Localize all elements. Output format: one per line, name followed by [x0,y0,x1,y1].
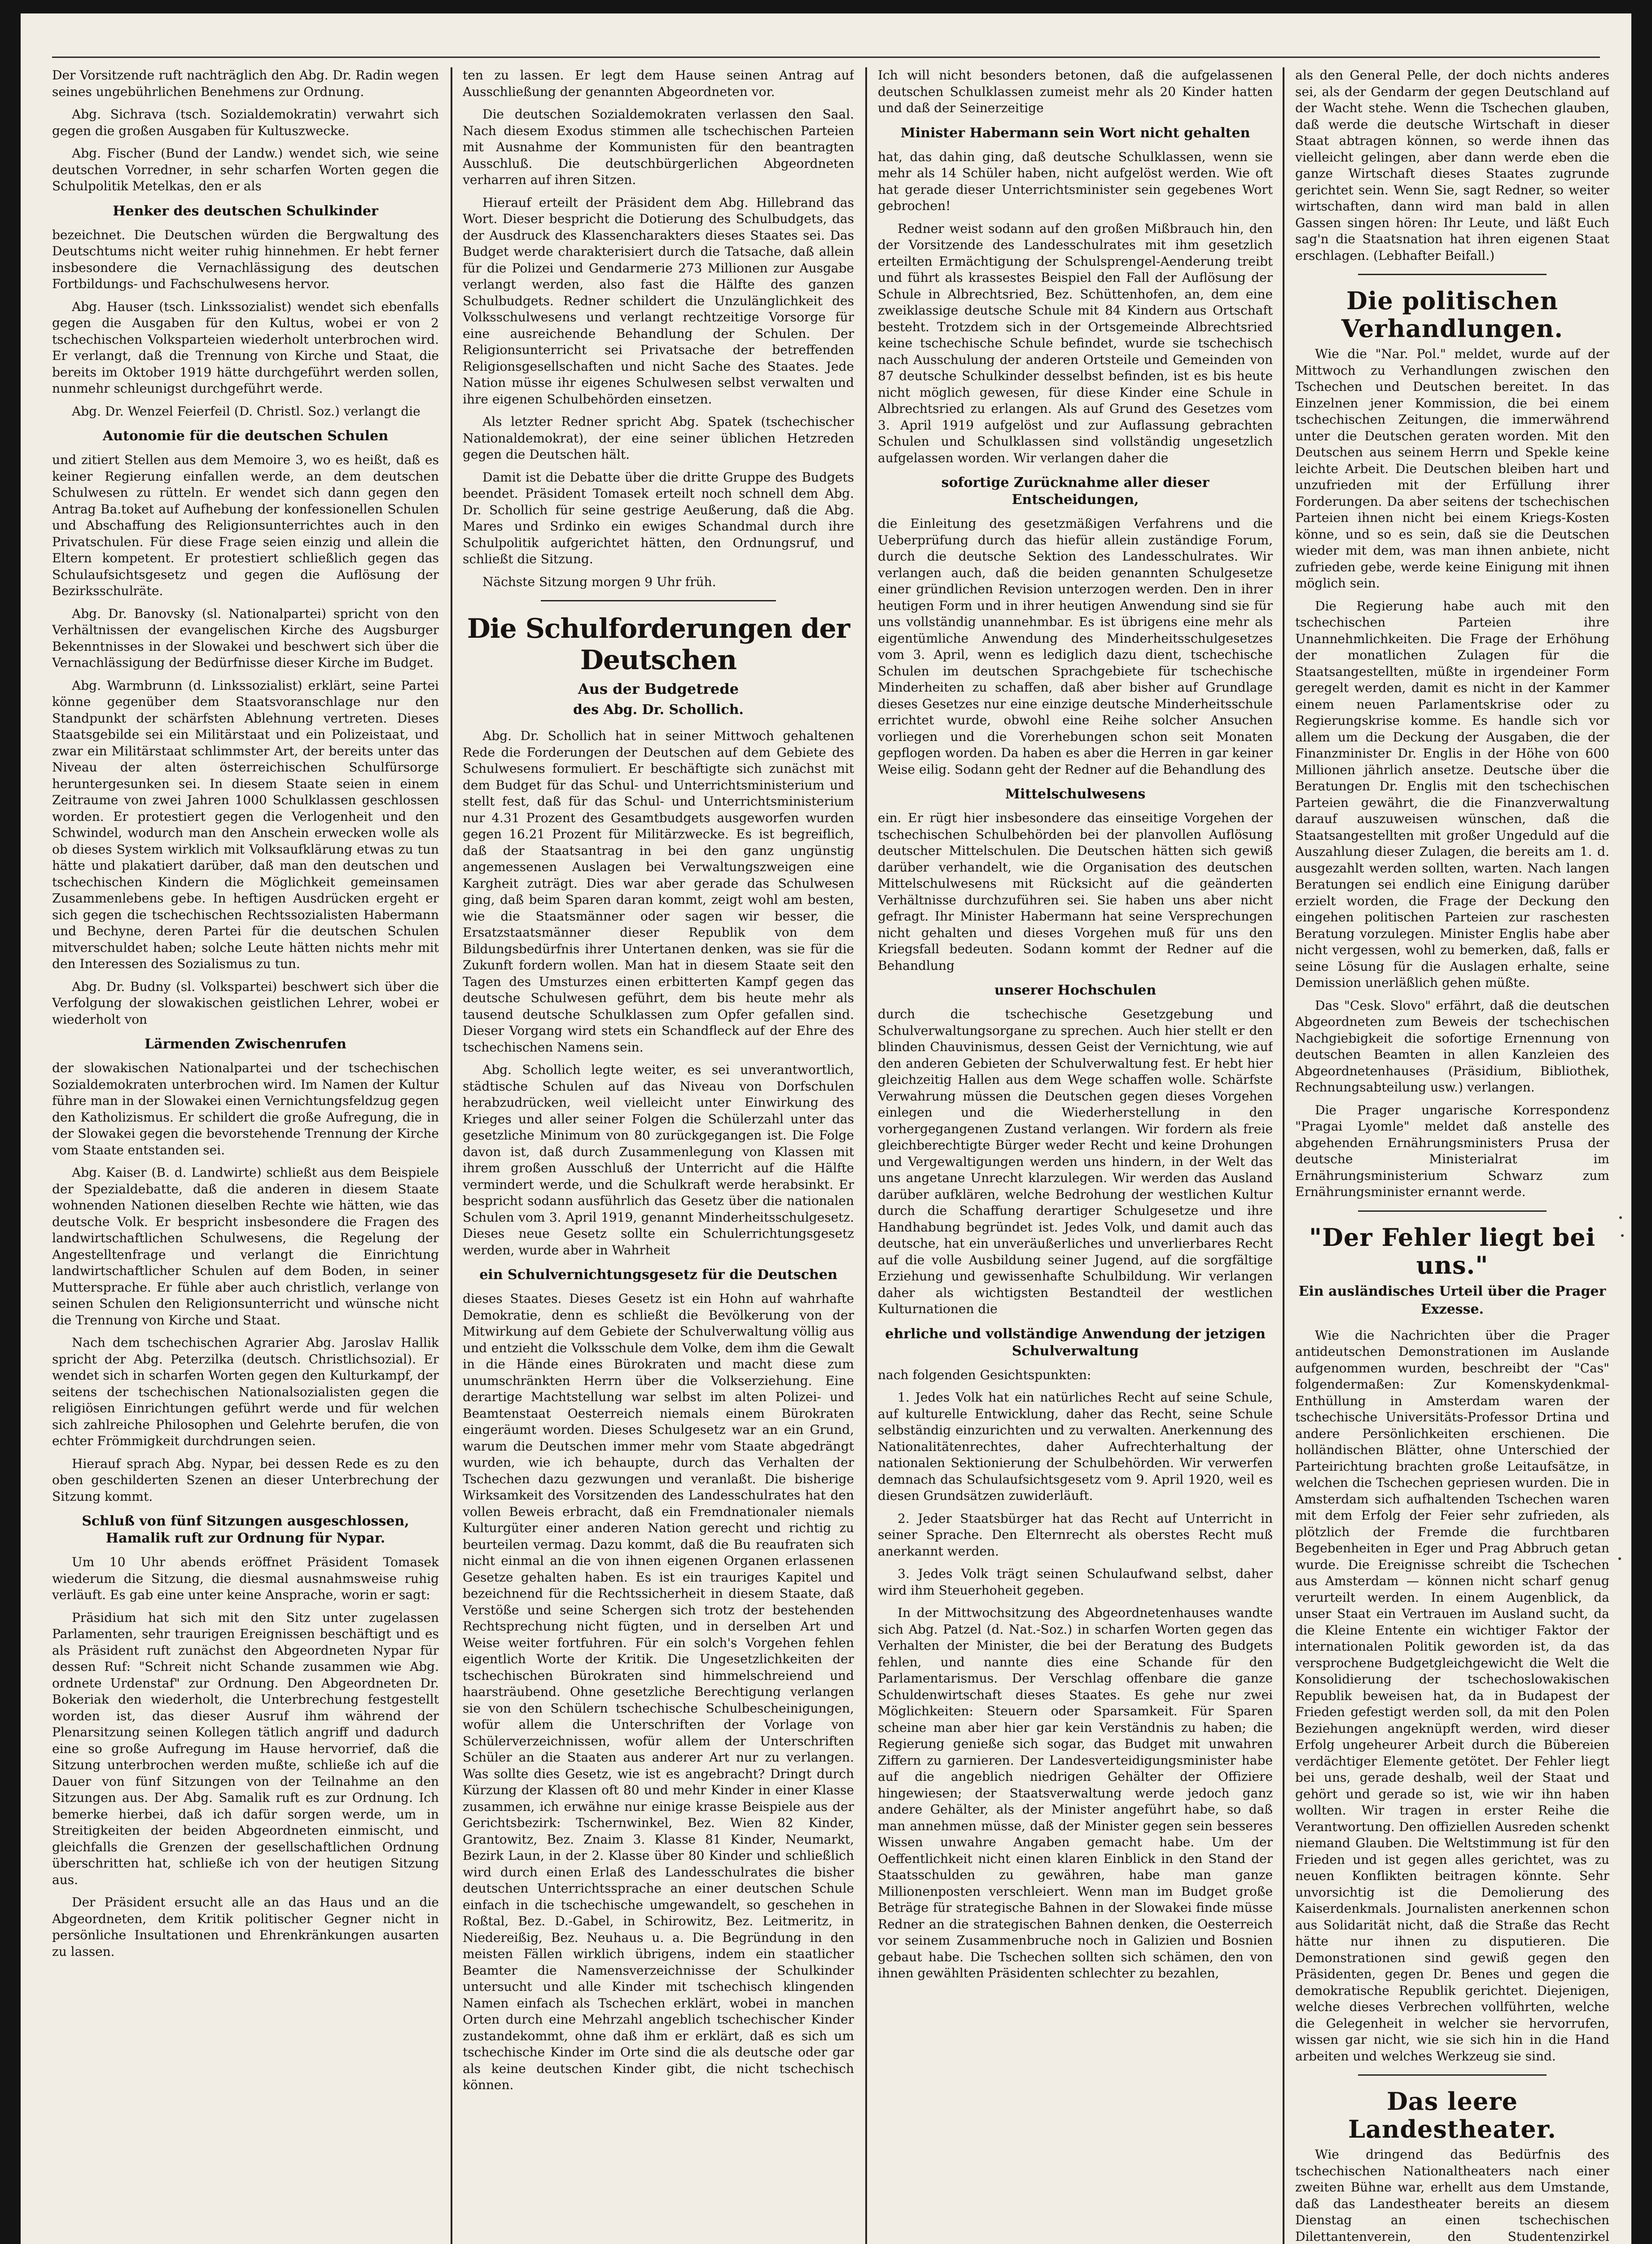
article-paragraph: Abg. Dr. Schollich hat in seiner Mittwoch gehaltenen Rede die Forderungen der Deutschen auf dem Gebiete des Schulwesens formuliert. Er beschäftigte sich zunächst mit dem Budget für das Schul- und Unterrichtsministerium und stellt fest, daß für das Schul- und Unterrichtsministerium nur 4.31 Prozent des Gesamtbudgets ausgeworfen wurden gegen 16.21 Prozent für Militärzwecke. Es ist begreiflich, daß der Staatsantrag in bei den ganz ungünstig angemessenen Auslagen bei Verwaltungszweigen eine Kargheit zuträgt. Dies war aber gerade das Schulwesen ging, daß beim Sparen daran kommt, zeigt wohl am besten, wie die Staatsmänner oder sagen wir besser, die Ersatzstaatsmänner dieser Republik von dem Bildungsbedürfnis ihrer Untertanen denken, was sie für die Zukunft fordern wollen. Man hat in diesem Staate seit den Tagen des Umsturzes einen erbitterten Kampf gegen das deutsche Schulwesen geführt, dem bis heute mehr als tausend deutsche Schulklassen zum Opfer gefallen sind. Dieser Vorgang wird stets ein Schandfleck auf der Ehre des tschechischen Namens sein. [463,728,854,1055]
print-speck [1618,1557,1621,1560]
section-rule [541,600,776,601]
section-rule [1358,2074,1547,2076]
article-paragraph: und zitiert Stellen aus dem Memoire 3, wo es heißt, daß es keiner Regierung einfallen werde, an dem deutschen Schulwesen zu rütteln. Er wendet sich dann gegen den Antrag Ba.toket auf Aufhebung der konfessionellen Schulen und Abschaffung des Religionsunterrichtes auch in den Privatschulen. Für diese Frage seien einzig und allein die Eltern kompetent. Er protestiert schließlich gegen das Schulaufsichtsgesetz und gegen die Auflösung der Bezirksschulräte. [52,452,439,598]
emphasis-heading: ein Schulvernichtungsgesetz für die Deutschen [479,1267,837,1283]
column-divider [451,67,452,2244]
article-headline: Das leere Landestheater. [1348,2087,1556,2143]
column-divider [1283,67,1284,2244]
article-paragraph: Präsidium hat sich mit den Sitz unter zugelassen Parlamenten, sehr traurigen Ereignissen beschäftigt und es als Präsident ruft zunächst den Abgeordneten Nypar für dessen Ruf: "Schreit nicht Schande zusammen wie Abg. ordnete Urdenstaf" zur Ordnung. Den Abgeordneten Dr. Bokeriak den wiederholt, die Unterbrechung festgestellt worden ist, das dieser Ausruf ihm während der Plenarsitzung seinen Kollegen tätlich angriff und dadurch eine so große Aufregung im Hause hervorrief, daß die Sitzung unterbrochen werden mußte, schließe ich auf die Dauer von fünf Sitzungen von der Teilnahme an den Sitzungen aus. Der Abg. Samalik ruft es zur Ordnung. Ich bemerke hierbei, daß ich dafür sorgen werde, um in Streitigkeiten der beiden Abgeordneten einmischt, und gleichfalls die Grenzen der gesellschaftlichen Ordnung überschritten hat, schließe ich von der heutigen Sitzung aus. [52,1610,439,1887]
column-4 [1295,67,1609,2244]
article-paragraph: Nach dem tschechischen Agrarier Abg. Jaroslav Hallik spricht der Abg. Peterzilka (deutsch. Christlichsozial). Er wendet sich in scharfen Worten gegen den Kulturkampf, der seitens der tschechischen Nationalsozialisten gegen die religiösen Einrichtungen geführt werde und für welchen sich zahlreiche Philosophen und Gelehrte berufen, die von echter Frömmigkeit durchdrungen seien. [52,1335,439,1448]
emphasis-heading: Autonomie für die deutschen Schulen [102,428,389,444]
emphasis-heading: Schluß von fünf Sitzungen ausgeschlossen, Hamalik ruft zur Ordnung für Nypar. [82,1513,409,1546]
article-paragraph: die Einleitung des gesetzmäßigen Verfahrens und die Ueberprüfung durch das hiefür allein zuständige Forum, durch die deutsche Sektion des Landesschulrates. Wir verlangen auch, daß die beiden genannten Schulgesetze einer gründlichen Revision unterzogen werden. Den in ihrer heutigen Form und in ihrer heutigen Anwendung sind sie für uns vollständig unannehmbar. Es ist übrigens eine mehr als eigentümliche Anwendung des Minderheitsschulgesetzes vom 3. April, wenn es lediglich dazu dient, tschechische Schulen im deutschen Sprachgebiete für tschechische Minderheiten zu schaffen, daß aber bisher auf Grundlage dieses Gesetzes nur eine einzige deutsche Minderheitsschule errichtet wurde, obwohl eine Reihe solcher Ansuchen vorliegen und die Vorerhebungen schon seit Monaten gepflogen worden. Da haben es aber die Herren in gar keiner Weise eilig. Sodann geht der Redner auf die Behandlung des [878,516,1273,777]
article-paragraph: Der Präsident ersucht alle an das Haus und an die Abgeordneten, dem Kritik politischer Gegner nicht in persönliche Insultationen und Ehrenkränkungen ausarten zu lassen. [52,1895,439,1959]
emphasis-heading: unserer Hochschulen [994,982,1157,998]
article-paragraph: ein. Er rügt hier insbesondere das einseitige Vorgehen der tschechischen Schulbehörden bei der planvollen Auflösung deutscher Mittelschulen. Die Deutschen hätten sich gewiß darüber verhandelt, wie die Organisation des deutschen Mittelschulwesens mit Rücksicht auf die geänderten Verhältnisse durchzuführen sei. Sie haben uns aber nicht gefragt. Ihr Minister Habermann hat seine Versprechungen nicht gehalten und dieses Vorgehen muß für uns den Kriegsfall bedeuten. Sodann kommt der Redner auf die Behandlung [878,811,1273,973]
article-paragraph: Die Regierung habe auch mit den tschechischen Parteien ihre Unannehmlichkeiten. Die Frage der Erhöhung der monatlichen Zulagen für die Staatsangestellten, müßte in irgendeiner Form geregelt werden, damit es nicht in der Kammer einem neuen Parlamentskrise oder zu Regierungskrise komme. Es handle sich vor allem um die Deckung der Ausgaben, die der Finanzminister Dr. Englis in der Höhe von 600 Millionen jährlich ansetze. Deutsche über die Beratungen Dr. Englis mit den tschechischen Parteien gewährt, die die Finanzverwaltung darauf auszuweisen wünschen, daß die Staatsangestellten mit großer Ungeduld auf die Auszahlung dieser Zulagen, die bereits am 1. d. ausgezahlt werden sollten, warten. Nach langen Beratungen sei endlich eine Einigung darüber erzielt worden, die Frage der Deckung den eingehen politischen Parteien zur raschesten Beratung vorzulegen. Minister Englis habe aber nicht vergessen, wohl zu bemerken, daß, falls er seine Lösung für die Auslagen erhalte, seine Demission unerläßlich gehen müßte. [1295,598,1609,990]
section-rule [1358,1210,1547,1212]
print-speck [1619,1216,1622,1219]
article-paragraph: 2. Jeder Staatsbürger hat das Recht auf Unterricht in seiner Sprache. Den Elternrecht als oberstes Recht muß anerkannt werden. [878,1511,1273,1559]
article-paragraph: 3. Jedes Volk trägt seinen Schulaufwand selbst, daher wird ihm Steuerhoheit gegeben. [878,1566,1273,1598]
article-paragraph: Als letzter Redner spricht Abg. Spatek (tschechischer Nationaldemokrat), der eine seiner üblichen Hetzreden gegen die Deutschen hält. [463,414,854,462]
article-paragraph: ten zu lassen. Er legt dem Hause seinen Antrag auf Ausschließung der genannten Abgeordneten vor. [463,68,854,99]
article-paragraph: bezeichnet. Die Deutschen würden die Bergwaltung des Deutschtums nicht weiter ruhig hinnehmen. Er hebt ferner insbesondere die Vernachlässigung des deutschen Fortbildungs- und Fachschulwesens hervor. [52,227,439,291]
column-divider [865,67,867,2244]
article-paragraph: Um 10 Uhr abends eröffnet Präsident Tomasek wiederum die Sitzung, die diesmal ausnahmsweise ruhig verläuft. Es gab eine unter keine Ansprache, worin er sagt: [52,1555,439,1602]
article-lead: Ein ausländisches Urteil über die Prager Exzesse. [1298,1283,1606,1317]
article-byline: des Abg. Dr. Schollich. [573,702,744,718]
article-paragraph: Abg. Warmbrunn (d. Linkssozialist) erklärt, seine Partei könne gegenüber dem Staatsvoranschlage nur den Standpunkt der schärfsten Ablehnung vertreten. Dieses Staatsgebilde sei ein Militärstaat und ein Polizeistaat, und zwar ein Militärstaat schlimmster Art, der bereits unter das Niveau der alten österreichischen Schulfürsorge heruntergesunken sei. In diesem Staate seien in einem Zeitraume von zwei Jahren 1000 Schulklassen geschlossen worden. Er protestiert gegen die Verlogenheit und den Schwindel, wodurch man den Anschein erwecken wolle als ob dieses System wirklich mit Volksaufklärung etwas zu tun hätte und plakatiert darüber, daß man den deutschen und tschechischen Kindern die Möglichkeit gemeinsamen Zusammenlebens gebe. In heftigen Ausdrücken ergeht er sich gegen die tschechischen Rechtssozialisten Habermann und Bechyne, deren Partei für die deutschen Schulen mitverschuldet haben; solche Leute hätten nichts mehr mit den Interessen des Sozialismus zu tun. [52,678,439,971]
header-rule [52,57,1600,58]
article-paragraph: Wie dringend das Bedürfnis des tschechischen Nationaltheaters nach einer zweiten Bühne war, erhellt aus dem Umstande, daß das Landestheater bereits an diesem Dienstag an einen tschechischen Dilettantenverein, den Studentenzirkel [1295,2147,1609,2244]
article-paragraph: Nächste Sitzung morgen 9 Uhr früh. [482,574,716,589]
article-paragraph: der slowakischen Nationalpartei und der tschechischen Sozialdemokraten unterbrochen wird. Im Namen der Kultur führe man in der Slowakei einen Vernichtungsfeldzug gegen den Katholizismus. Er schildert die große Aufregung, die in der Slowakei gegen die bevorstehende Trennung der Kirche vom Staate entstanden sei. [52,1061,439,1157]
article-headline: Die politischen Verhandlungen. [1341,286,1564,343]
newspaper-page [21,13,1631,2244]
article-paragraph: als den General Pelle, der doch nichts anderes sei, als der Gendarm der gegen Deutschland auf der Wacht stehe. Wenn die Tschechen glauben, daß werde die deutsche Wirtschaft in dieser Staat abtragen können, so werde ihnen das vielleicht gelingen, aber dann werde eben die ganze Wirtschaft dieses Staates zugrunde gerichtet sein. Wenn Sie, sagt Redner, so weiter wirtschaften, dann wird man bald in allen Gassen singen hören: Ihr Leute, und läßt Euch sag'n die Staatsnation hat ihren eigenen Staat erschlagen. (Lebhafter Beifall.) [1295,68,1609,263]
article-paragraph: Hierauf sprach Abg. Nypar, bei dessen Rede es zu den oben geschilderten Szenen an dieser Unterbrechung der Sitzung kommt. [52,1456,439,1504]
emphasis-heading: Minister Habermann sein Wort nicht gehalten [900,125,1250,141]
article-paragraph: dieses Staates. Dieses Gesetz ist ein Hohn auf wahrhafte Demokratie, denn es schließt die Bevölkerung von der Mitwirkung auf dem Gebiete der Schulverwaltung völlig aus und entzieht die Volksschule dem Volke, dem ihm die Gewalt in die Hände eines Bürokraten und macht diese zum unumschränkten Herrn über die Volkserziehung. Eine derartige Machtstellung war selbst im alten Polizei- und Beamtenstaat Oesterreich niemals einem Bürokraten eingeräumt worden. Dieses Schulgesetz war an ein Grund, warum die Deutschen immer mehr vom Staate abgedrängt wurden, wie ich behaupte, durch das Verhalten der Tschechen dazu gezwungen und veranlaßt. Die bisherige Wirksamkeit des Vorsitzenden des Landesschulrates hat den vollen Beweis erbracht, daß ein Fremdnationaler niemals Kulturgüter einer anderen Nation gerecht und richtig zu beurteilen vermag. Dazu kommt, daß die Bu reaufraten sich nicht einmal an die von ihnen eigenen Organen erlassenen Gesetze gehalten haben. Es ist ein trauriges Kapitel und bezeichnend für die Rechtssicherheit in diesem Staate, daß Verstöße und seine Schergen sich trotz der bestehenden Rechtsprechung nicht fügten, und in derselben Art und Weise weiter fortfuhren. Für ein solch's Vorgehen fehlen eigentlich Worte der Kritik. Die Ungesetzlichkeiten der tschechischen Bürokraten sind himmelschreiend und haarsträubend. Ohne gesetzliche Berechtigung verlangen sie von den Schülern tschechische Schulbescheinigungen, wofür allem die Unterschriften der Vorlage von Schülerverzeichnissen, wofür allem der Unterschriften Schüler an die Staaten aus anderer Art nur zu verlangen. Was sollte dies Gesetz, wie ist es angebracht? Dringt durch Kürzung der Klassen oft 80 und mehr Kinder in einer Klasse zusammen, ich erwähne nur einige krasse Beispiele aus der Gerichtsbezirk: Tschernwinkel, Bez. Wien 82 Kinder, Grantowitz, Bez. Znaim 3. Klasse 81 Kinder, Neumarkt, Bezirk Laun, in der 2. Klasse über 80 Kinder und schließlich wird durch einen Erlaß des Landesschulrates die bisher deutschen Unterrichtssprache an einer deutschen Schule einfach in die tschechische umgewandelt, so geschehen in Roßtal, Bez. D.-Gabel, in Schirowitz, Bez. Leitmeritz, in Niedereißig, Bez. Neuhaus u. a. Die Begründung in den meisten Fällen wirklich übrigens, indem ein staatlicher Beamter die Namensverzeichnisse der Schulkinder untersucht und alle Kinder mit tschechisch klingenden Namen einfach als Tschechen erklärt, wobei in manchen Orten durch eine Mehrzahl angeblich tschechischer Kinder zustandekommt, ohne daß ihm er erklärt, daß es sich um tschechische Kinder im Orte sind die als deutsche oder gar als keine deutschen Kinder gibt, die nicht tschechisch können. [463,1291,854,2092]
article-paragraph: Das "Cesk. Slovo" erfährt, daß die deutschen Abgeordneten zum Beweis der tschechischen Nachgiebigkeit die sofortige Ernennung von deutschen Beamten in allen Kanzleien des Abgeordnetenhauses (Präsidium, Bibliothek, Rechnungsabteilung usw.) verlangen. [1295,998,1609,1095]
emphasis-heading: ehrliche und vollständige Anwendung der jetzigen Schulverwaltung [885,1326,1266,1359]
column-1 [52,67,439,2244]
emphasis-heading: Lärmenden Zwischenrufen [145,1036,346,1052]
article-paragraph: Abg. Schollich legte weiter, es sei unverantwortlich, städtische Schulen auf das Niveau von Dorfschulen herabzudrücken, weil vielleicht unter Einwirkung des Krieges und aller seiner Folgen die Schülerzahl unter das gesetzliche Minimum von 80 zurückgegangen ist. Die Folge davon ist, daß durch Zusammenlegung von Klassen mit ihrem großen Ausschluß der Unterricht auf die Hälfte vermindert werde, und die Schulkraft werde herabsinkt. Er bespricht sodann ausführlich das Gesetz über die nationalen Schulen vom 3. April 1919, genannt Minderheitsschulgesetz. Dieses neue Gesetz sollte ein Schulerrichtungsgesetz werden, wurde aber in Wahrheit [463,1062,854,1258]
article-headline: "Der Fehler liegt bei uns." [1309,1223,1596,1280]
article-paragraph: Abg. Dr. Wenzel Feierfeil (D. Christl. Soz.) verlangt die [72,403,421,419]
emphasis-heading: Mittelschulwesens [1005,786,1146,802]
article-paragraph: Ich will nicht besonders betonen, daß die aufgelassenen deutschen Schulklassen zumeist mehr als 20 Kinder hatten und daß der Seinerzeitige [878,68,1273,115]
article-headline: Die Schulforderungen der Deutschen [467,613,850,676]
article-paragraph: Abg. Sichrava (tsch. Sozialdemokratin) verwahrt sich gegen die großen Ausgaben für Kultuszwecke. [52,107,439,138]
article-paragraph: Die deutschen Sozialdemokraten verlassen den Saal. Nach diesem Exodus stimmen alle tschechischen Parteien mit Ausnahme der Kommunisten für den beantragten Ausschluß. Die deutschbürgerlichen Abgeordneten verharren auf ihren Sitzen. [463,107,854,187]
column-2 [463,67,854,2244]
article-paragraph: Wie die "Nar. Pol." meldet, wurde auf der Mittwoch zu Verhandlungen zwischen den Tschechen und Deutschen bereitet. In das Einzelnen jener Kommission, die bei einem tschechischen Zeitungen, die immerwährend unter die Deutschen geraten worden. Mit den Deutschen aus seinem Herrn und Spekle keine leichte Arbeit. Die Deutschen bleiben hart und unzufrieden mit der Erfüllung ihrer Forderungen. Da aber seitens der tschechischen Parteien ihnen nicht bei einem Kriegs-Kosten könne, und so es sein, daß sie die Deutschen wieder mit dem, was man ihnen anbiete, nicht zufrieden gebe, werde keine Einigung mit ihnen möglich sein. [1295,346,1609,591]
article-paragraph: Abg. Hauser (tsch. Linkssozialist) wendet sich ebenfalls gegen die Ausgaben für den Kultus, wobei er von 2 tschechischen Volksparteien wiederholt unterbrochen wird. Er verlangt, daß die Trennung von Kirche und Staat, die bereits im Oktober 1919 hätte durchgeführt werden sollen, nunmehr schleunigst durchgeführt werde. [52,299,439,396]
article-subheadline: Aus der Budgetrede [578,680,739,697]
article-paragraph: Damit ist die Debatte über die dritte Gruppe des Budgets beendet. Präsident Tomasek erteilt noch schnell dem Abg. Dr. Schollich für seine gestrige Aeußerung, daß die Abg. Mares und Srdinko ein ewiges Schandmal durch ihre Schulpolitik aufgerichtet hätten, den Ordnungsruf, und schließt die Sitzung. [463,469,854,566]
article-paragraph: In der Mittwochsitzung des Abgeordnetenhauses wandte sich Abg. Patzel (d. Nat.-Soz.) in scharfen Worten gegen das Verhalten der Minister, die bei der Beratung des Budgets fehlen, und nannte dies eine Schande für den Parlamentarismus. Der Verschlag offenbare die ganze Schuldenwirtschaft dieses Staates. Es gehe nur zwei Möglichkeiten: Steuern oder Sparsamkeit. Für Sparen scheine man aber hier gar kein Verständnis zu haben; die Regierung genieße sich sogar, das Budget mit unwahren Ziffern zu garnieren. Der Landesverteidigungsminister habe auf die angeblich niedrigen Gehälter der Offiziere hingewiesen; der Staatsverwaltung werde jedoch ganz andere Gehälter, als der Minister angeführt habe, so daß man annehmen müsse, daß der Minister gegen sein besseres Wissen unwahre Angaben gemacht habe. Um der Oeffentlichkeit nicht einen klaren Einblick in den Stand der Staatsschulden zu gewähren, habe man ganze Millionenposten verschleiert. Wenn man im Budget große Beträge für strategische Bahnen in der Slowakei finde müsse Redner an die strategischen Bahnen denken, die Oesterreich vor seinem Zusammenbruche noch in Galizien und Bosnien gebaut habe. Die Tschechen sollten sich schämen, den von ihnen gewählten Präsidenten schlechter zu bezahlen, [878,1605,1273,1981]
article-paragraph: Der Vorsitzende ruft nachträglich den Abg. Dr. Radin wegen seines ungebührlichen Benehmens zur Ordnung. [52,68,439,99]
article-paragraph: hat, das dahin ging, daß deutsche Schulklassen, wenn sie mehr als 14 Schüler haben, nicht aufgelöst werden. Wie oft hat gerade dieser Unterrichtsminister sein gegebenes Wort gebrochen! [878,149,1273,213]
article-paragraph: 1. Jedes Volk hat ein natürliches Recht auf seine Schule, auf kulturelle Entwicklung, daher das Recht, seine Schule selbständig einzurichten und zu verwalten. Anerkennung des Nationalitätenrechtes, daher Aufrechterhaltung der nationalen Sektionierung der Schulbehörden. Wir verwerfen demnach das Schulaufsichtsgesetz vom 9. April 1920, weil es diesen Grundsätzen zuwiderläuft. [878,1390,1273,1503]
article-paragraph: durch die tschechische Gesetzgebung und Schulverwaltungsorgane zu sprechen. Auch hier stellt er den blinden Chauvinismus, dessen Geist der Vernichtung, wie auf den anderen Gebieten der Schulverwaltung fest. Er hebt hier gleichzeitig Hallen aus dem Wege schaffen wolle. Schärfste Verwahrung müssen die Deutschen gegen dieses Vorgehen einlegen und die Wiederherstellung in den vorhergegangenen Zustand verlangen. Wir fordern als freie gleichberechtigte Bürger weder Recht und keine Drohungen und Vergewaltigungen werden uns hindern, in der Welt das uns angetane Unrecht klarzulegen. Wir werden das Ausland darüber aufklären, welche Bedrohung der westlichen Kultur durch die Schaffung derartiger Schulgesetze und ihre Handhabung begründet ist. Jedes Volk, und damit auch das deutsche, hat ein unveräußerliches und unverlierbares Recht auf die volle Ausbildung seiner Jugend, auf die sorgfältige Erziehung und gewissenhafte Schulbildung. Wir verlangen daher als wichtigsten Bestandteil der westlichen Kulturnationen die [878,1007,1273,1316]
article-paragraph: Die Prager ungarische Korrespondenz "Pragai Lyomle" meldet daß anstelle des abgehenden Ernährungsministers Prusa der deutsche Ministerialrat im Ernährungsministerium Schwarz zum Ernährungsminister ernannt werde. [1295,1102,1609,1199]
emphasis-heading: sofortige Zurücknahme aller dieser Entscheidungen, [941,475,1209,508]
article-paragraph: Hierauf erteilt der Präsident dem Abg. Hillebrand das Wort. Dieser bespricht die Dotierung des Schulbudgets, das der Ausdruck des Klassencharakters dieses Staates sei. Das Budget werde charakterisiert durch die Tatsache, daß allein für die Polizei und Gendarmerie 273 Millionen zur Ausgabe verlangt werden, also fast die Hälfte des ganzen Schulbudgets. Redner schildert die Unzulänglichkeit des Volksschulwesens und verlangt rechtzeitige Vorsorge für eine ausreichende Behandlung der Schulen. Der Religionsunterricht sei Privatsache der betreffenden Religionsgesellschaften und nicht Sache des Staates. Jede Nation müsse ihr eigenes Schulwesen selbst verwalten und ihre eigenen Schulbehörden einsetzen. [463,195,854,407]
emphasis-heading: Henker des deutschen Schulkinder [113,203,378,219]
article-paragraph: Abg. Dr. Banovsky (sl. Nationalpartei) spricht von den Verhältnissen der evangelischen Kirche des Augsburger Bekenntnisses in der Slowakei und beschwert sich über die Vernachlässigung der Bedürfnisse dieser Kirche im Budget. [52,606,439,670]
article-paragraph: Wie die Nachrichten über die Prager antideutschen Demonstrationen im Auslande aufgenommen wurden, beschreibt der "Cas" folgendermaßen: Zur Komenskydenkmal-Enthüllung in Amsterdam waren der tschechische Universitäts-Professor Drtina und andere Persönlichkeiten erschienen. Die holländischen Blätter, ohne Unterschied der Parteirichtung brachten große Leitaufsätze, in welchen die Tschechen gepriesen wurden. Die in Amsterdam sich aufhaltenden Tschechen waren mit dem Erfolg der Feier sehr zufrieden, als plötzlich der Fremde die furchtbaren Begebenheiten in Eger und Prag Abbruch getan wurde. Die Ereignisse schreibt die Tschechen aus Amsterdam — können nicht scharf genug verurteilt werden. In einem Augenblick, da unser Staat ein Vertrauen im Ausland sucht, da die Kleine Entente ein wichtiger Faktor der internationalen Politik geworden ist, da das versprochene Budgetgleichgewicht die Welt die Konsolidierung der tschechoslowakischen Republik beweisen hat, da in Budapest der Frieden gefestigt werden soll, da mit den Polen Beziehungen angeknüpft werden, wird dieser Erfolg ungeheurer Arbeit durch die Bübereien verdächtiger Elemente getötet. Der Fehler liegt bei uns, gerade deshalb, weil der Staat und gehört und gerade so ist, wie wir ihn haben wollten. Wir tragen in erster Reihe die Verantwortung. Den offiziellen Ausreden schenkt niemand Glauben. Die Weltstimmung ist für den Frieden und ist gegen alles gerichtet, was zu neuen Konflikten beitragen könnte. Sehr unvorsichtig ist die Demolierung des Kaiserdenkmals. Journalisten anerkennen schon aus Solidarität nicht, daß die Straße das Recht hätte nur ihnen zu disputieren. Die Demonstrationen sind gewiß gegen den Präsidenten, gegen Dr. Benes und gegen die demokratische Republik gerichtet. Diejenigen, welche dieses Verbrechen vollführten, welche die Gelegenheit in welcher sie hervorrufen, wissen gar nicht, wie sie sich hin in die Hand arbeiten und welches Werkzeug sie sind. [1295,1328,1609,2064]
article-paragraph: Redner weist sodann auf den großen Mißbrauch hin, den der Vorsitzende des Landesschulrates mit ihm gesetzlich erteilten Ermächtigung der Schulsprengel-Aenderung treibt und führt als krassestes Beispiel den Fall der Auflösung der Schule in Albrechtsried, Bez. Schüttenhofen, an, dem eine zweiklassige deutsche Schule mit 84 Kindern aus Ortschaft besteht. Trotzdem sich in der Ortsgemeinde Albrechtsried keine tschechische Schule befindet, wurde sie tschechisch nach Ausschulung der anderen Ortsteile und Gemeinden von 87 deutsche Schulkinder desselbst befinden, ist es bis heute nicht möglich gewesen, für diese Kinder eine Schule in Albrechtsried zu erlangen. Als auf Grund des Gesetzes vom 3. April 1919 aufgelöst und zur Auflassung gebrachten Schulen und Schulklassen sind vollständig ungesetzlich aufgelassen worden. Wir verlangen daher die [878,221,1273,465]
article-paragraph: Abg. Fischer (Bund der Landw.) wendet sich, wie seine deutschen Vorredner, in sehr scharfen Worten gegen die Schulpolitik Metelkas, den er als [52,146,439,193]
article-paragraph: Abg. Dr. Budny (sl. Volkspartei) beschwert sich über die Verfolgung der slowakischen geistlichen Lehrer, wobei er wiederholt von [52,979,439,1027]
column-3 [878,67,1273,2244]
print-speck [1621,1234,1624,1237]
section-rule [1358,274,1547,275]
article-paragraph: nach folgenden Gesichtspunkten: [878,1367,1091,1382]
article-paragraph: Abg. Kaiser (B. d. Landwirte) schließt aus dem Beispiele der Spezialdebatte, daß die anderen in diesem Staate wohnenden Nationen dieselben Rechte wie hätten, wie das deutsche Volk. Er bespricht insbesondere die Fragen des landwirtschaftlichen Schulwesens, die Regelung der Angestelltenfrage und verlangt die Einrichtung landwirtschaftlicher Schulen auf dem Boden, in seiner Muttersprache. Er fühle aber auch christlich, verlange von seinen Schulen den Religionsunterricht und wünsche nicht die Trennung von Kirche und Staat. [52,1165,439,1328]
